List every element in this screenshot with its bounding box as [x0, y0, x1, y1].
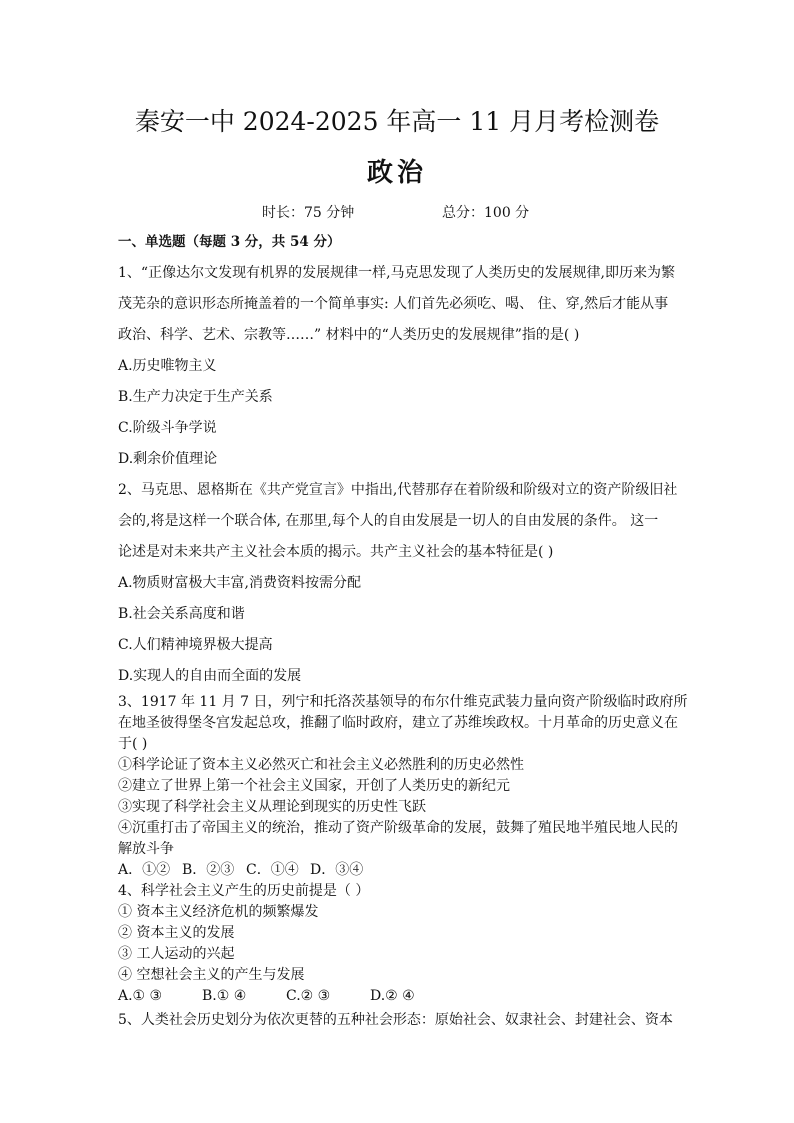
question-3-option-c: C．①④: [246, 862, 299, 878]
exam-total-score: 总分：100 分: [442, 205, 530, 221]
question-4-option-d: D.② ④: [370, 988, 415, 1004]
question-4-statement: ④ 空想社会主义的产生与发展: [118, 967, 305, 983]
question-4-option-a: A.① ③: [118, 988, 163, 1004]
question-1-line: 政治、科学、艺术、宗教等……” 材料中的“人类历史的发展规律”指的是( ): [118, 327, 580, 343]
question-3-statement: ①科学论证了资本主义必然灭亡和社会主义必然胜利的历史必然性: [118, 757, 524, 773]
question-1-line: 1、“正像达尔文发现有机界的发展规律一样,马克思发现了人类历史的发展规律,即历来为繁: [118, 265, 675, 281]
question-4-options: [118, 986, 684, 1007]
question-5-line: 5、人类社会历史划分为依次更替的五种社会形态：原始社会、奴隶社会、封建社会、资本: [118, 1012, 673, 1028]
question-3-statement: ④沉重打击了帝国主义的统治，推动了资产阶级革命的发展，鼓舞了殖民地半殖民地人民的: [118, 820, 678, 836]
exam-title: 秦安一中 2024-2025 年高一 11 月月考检测卷: [134, 107, 660, 136]
question-1-option-b: B.生产力决定于生产关系: [118, 389, 273, 405]
question-1-line: 茂芜杂的意识形态所掩盖着的一个简单事实: 人们首先必须吃、喝、 住、穿,然后才能从事: [118, 296, 669, 312]
question-3-statement: ②建立了世界上第一个社会主义国家，开创了人类历史的新纪元: [118, 778, 510, 794]
question-3-statement: 解放斗争: [118, 841, 174, 857]
question-4-line: 4、科学社会主义产生的历史前提是（ ）: [118, 883, 370, 899]
question-3-line: 在地圣彼得堡冬宫发起总攻，推翻了临时政府，建立了苏维埃政权。十月革命的历史意义在: [118, 715, 678, 731]
question-1-option-a: A.历史唯物主义: [118, 358, 217, 374]
question-2-option-b: B.社会关系高度和谐: [118, 606, 245, 622]
section-heading: 一、单选题（每题 3 分，共 54 分）: [118, 234, 341, 250]
question-3-option-a: A．①②: [118, 862, 171, 878]
question-3: [118, 692, 688, 881]
question-4: [118, 881, 684, 1007]
question-2-option-d: D.实现人的自由而全面的发展: [118, 668, 302, 684]
question-3-statement: ③实现了科学社会主义从理论到现实的历史性飞跃: [118, 799, 426, 815]
question-3-line: 3、1917 年 11 月 7 日，列宁和托洛茨基领导的布尔什维克武装力量向资产阶级临时政府所: [118, 694, 688, 710]
question-5: [118, 1007, 684, 1034]
question-4-statement: ③ 工人运动的兴起: [118, 946, 235, 962]
question-1-option-d: D.剩余价值理论: [118, 451, 218, 467]
question-3-option-d: D．③④: [310, 862, 364, 878]
question-1: [118, 258, 684, 475]
question-2-line: 2、马克思、恩格斯在《共产党宣言》中指出,代替那存在着阶级和阶级对立的资产阶级旧社: [118, 482, 678, 498]
question-2-line: 会的,将是这样一个联合体, 在那里,每个人的自由发展是一切人的自由发展的条件。 这一: [118, 513, 659, 529]
question-4-statement: ① 资本主义经济危机的频繁爆发: [118, 904, 319, 920]
question-2-option-c: C.人们精神境界极大提高: [118, 637, 273, 653]
question-content: [118, 232, 688, 1034]
exam-duration: 时长：75 分钟: [262, 205, 355, 221]
subject-title: 政治: [366, 158, 427, 188]
question-4-statement: ② 资本主义的发展: [118, 925, 235, 941]
question-2: [118, 475, 684, 692]
question-4-option-b: B.① ④: [202, 988, 247, 1004]
question-3-options: [118, 860, 684, 881]
question-3-line: 于( ): [118, 736, 148, 752]
question-3-option-b: B．②③: [182, 862, 235, 878]
question-4-option-c: C.② ③: [286, 988, 331, 1004]
question-2-line: 论述是对未来共产主义社会本质的揭示。共产主义社会的基本特征是( ): [118, 544, 554, 560]
question-1-option-c: C.阶级斗争学说: [118, 420, 217, 436]
question-2-option-a: A.物质财富极大丰富,消费资料按需分配: [118, 575, 362, 591]
